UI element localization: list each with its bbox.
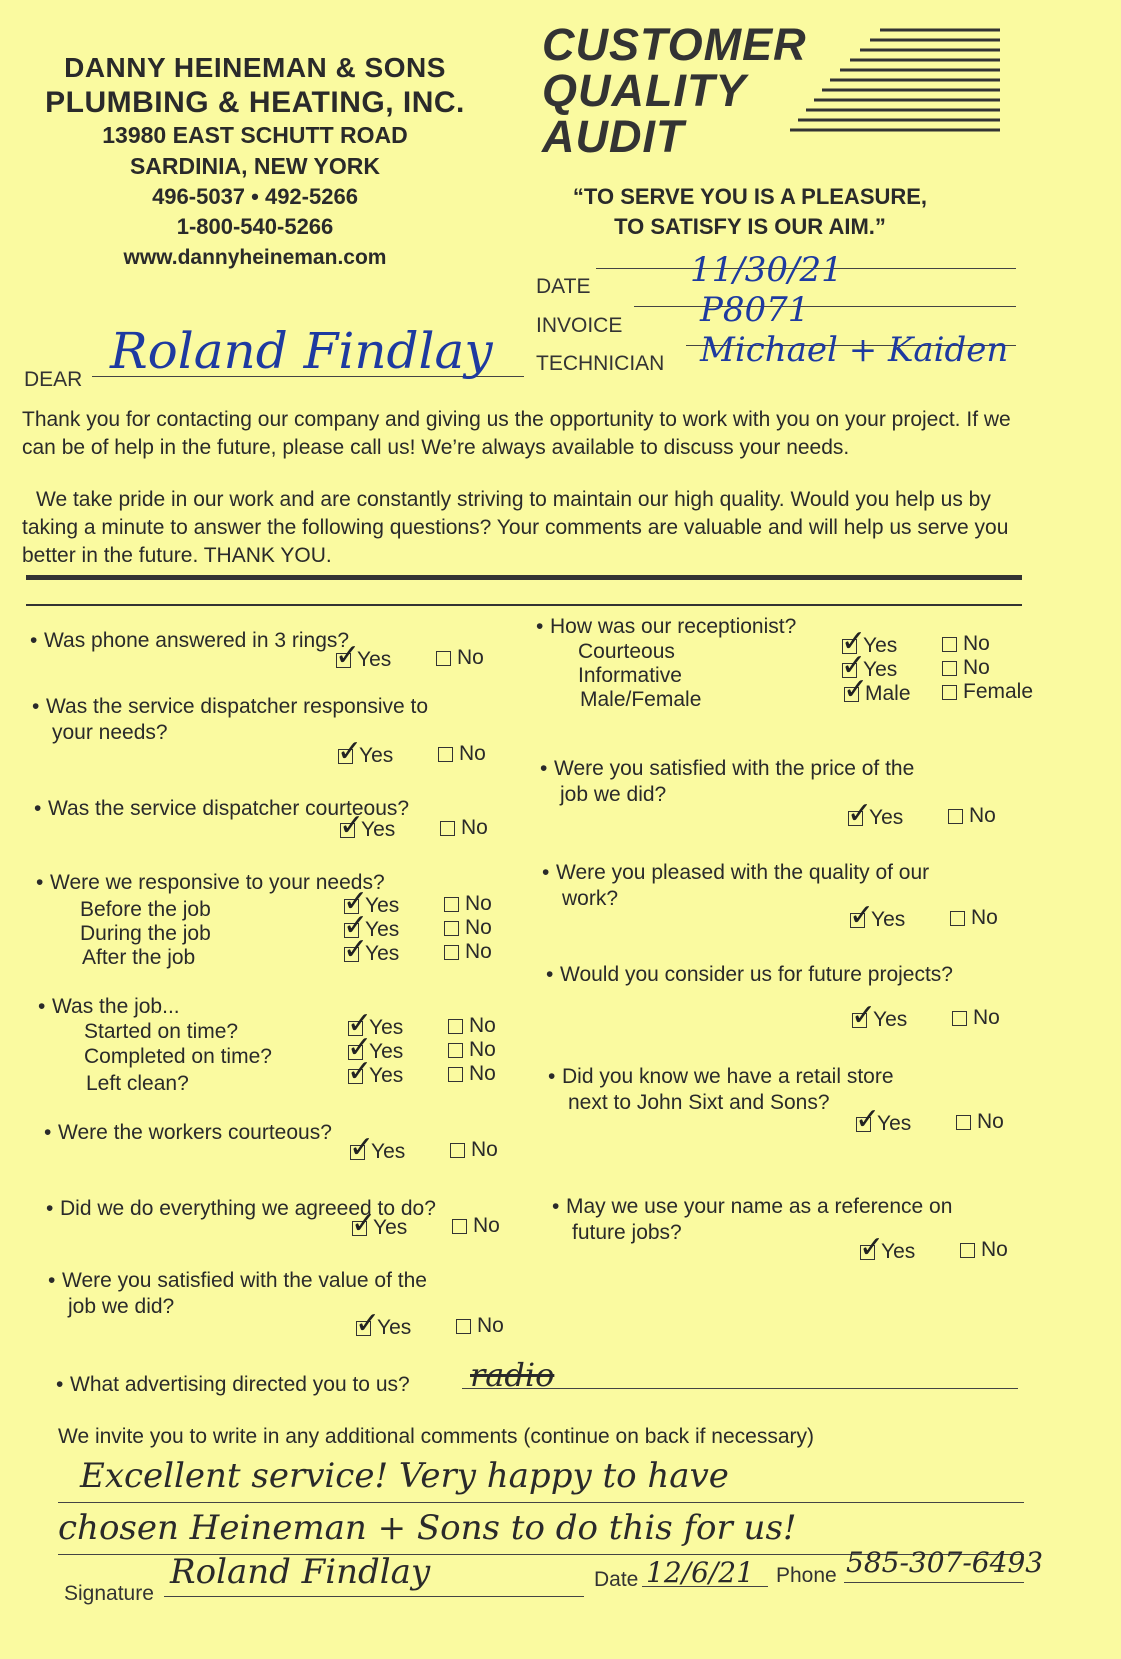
option-future-projects-yes[interactable] — [852, 1008, 907, 1032]
question-text: What advertising directed you to us? — [70, 1373, 410, 1396]
option-dispatcher-courteous-yes[interactable] — [340, 818, 395, 842]
option-label: No — [457, 646, 484, 669]
question-text: Were you satisfied with the value of the — [62, 1269, 427, 1292]
question-text: Were you pleased with the quality of our — [556, 861, 930, 884]
option-left-clean-yes[interactable] — [348, 1064, 403, 1088]
divider-thin — [26, 604, 1022, 606]
question-text-cont: job we did? — [560, 783, 667, 806]
title-line-3: AUDIT — [542, 111, 685, 162]
phone-line — [844, 1582, 1024, 1583]
checkbox[interactable] — [444, 921, 459, 936]
option-label: Yes — [869, 806, 904, 829]
option-during-job-no[interactable] — [444, 916, 492, 940]
option-retail-store-yes[interactable] — [856, 1112, 911, 1136]
checkbox[interactable] — [948, 809, 963, 824]
option-label: Yes — [871, 908, 906, 931]
checkbox[interactable] — [440, 821, 455, 836]
sub-during-job: During the job — [80, 922, 211, 945]
company-city: SARDINIA, NEW YORK — [129, 153, 381, 179]
checkbox[interactable] — [848, 811, 863, 826]
option-after-job-yes[interactable] — [344, 942, 399, 966]
option-value-no[interactable] — [456, 1314, 504, 1338]
question-text-cont: your needs? — [52, 721, 168, 744]
option-reference-yes[interactable] — [860, 1240, 915, 1264]
sub-male-female: Male/Female — [580, 688, 702, 711]
checkbox[interactable] — [956, 1115, 971, 1130]
sub-courteous: Courteous — [578, 640, 675, 663]
form-title — [542, 19, 807, 162]
question-text-cont: job we did? — [68, 1295, 175, 1318]
comment-line-1[interactable]: Excellent service! Very happy to have — [80, 1456, 729, 1496]
question-phone: • Was phone answered in 3 rings? — [30, 629, 350, 652]
option-label: No — [469, 1014, 496, 1037]
option-dispatcher-responsive-no[interactable] — [438, 742, 486, 766]
option-label: No — [469, 1062, 496, 1085]
option-label: No — [469, 1038, 496, 1061]
title-line-1: CUSTOMER — [542, 19, 807, 70]
question-quality: • Were you pleased with the quality of our work? — [542, 861, 930, 910]
option-label: No — [459, 742, 486, 765]
checkbox[interactable] — [452, 1219, 467, 1234]
option-label: Yes — [357, 648, 392, 671]
advertising-answer[interactable]: radio — [470, 1356, 555, 1394]
option-workers-courteous-yes[interactable] — [350, 1140, 405, 1164]
checkbox[interactable] — [444, 945, 459, 960]
checkbox[interactable] — [338, 749, 353, 764]
option-quality-no[interactable] — [950, 906, 998, 930]
option-label: Yes — [377, 1316, 412, 1339]
option-agreed-work-no[interactable] — [452, 1214, 500, 1238]
title-stripes-decoration — [790, 26, 1000, 156]
checkbox[interactable] — [448, 1019, 463, 1034]
option-before-job-no[interactable] — [444, 892, 492, 916]
checkbox[interactable] — [942, 637, 957, 652]
option-dispatcher-responsive-yes[interactable] — [338, 744, 393, 768]
checkbox[interactable] — [850, 913, 865, 928]
question-job-timing: • Was the job... — [38, 995, 180, 1018]
option-female[interactable] — [942, 680, 1033, 704]
option-phone-no[interactable] — [436, 646, 484, 670]
option-left-clean-no[interactable] — [448, 1062, 496, 1086]
question-text: Were the workers courteous? — [58, 1121, 332, 1144]
option-label: No — [981, 1238, 1008, 1261]
option-label: No — [971, 906, 998, 929]
option-informative-no[interactable] — [942, 656, 990, 680]
option-label: No — [969, 804, 996, 827]
option-label: Yes — [863, 658, 898, 681]
option-label: Yes — [361, 818, 396, 841]
option-label: No — [465, 916, 492, 939]
dear-value[interactable]: Roland Findlay — [110, 322, 493, 380]
question-reference: • May we use your name as a reference on future jobs? — [552, 1195, 953, 1244]
checkbox[interactable] — [438, 747, 453, 762]
option-label: Male — [865, 682, 911, 705]
checkbox[interactable] — [344, 947, 359, 962]
option-dispatcher-courteous-no[interactable] — [440, 816, 488, 840]
slogan-line-1: “TO SERVE YOU IS A PLEASURE, — [572, 184, 928, 209]
option-label: No — [477, 1314, 504, 1337]
footer-date-label: Date — [594, 1568, 639, 1591]
checkbox[interactable] — [942, 661, 957, 676]
sub-before-job: Before the job — [80, 898, 211, 921]
option-label: Yes — [365, 918, 400, 941]
question-text-cont: next to John Sixt and Sons? — [568, 1091, 830, 1114]
sub-left-clean: Left clean? — [86, 1072, 189, 1095]
question-text: May we use your name as a reference on — [566, 1195, 953, 1218]
phone-value[interactable]: 585-307-6493 — [846, 1546, 1044, 1579]
question-text: Was phone answered in 3 rings? — [44, 629, 350, 652]
slogan — [540, 182, 960, 242]
date-label: DATE — [536, 275, 591, 298]
question-text-cont: work? — [562, 887, 619, 910]
checkbox[interactable] — [356, 1321, 371, 1336]
checkbox[interactable] — [852, 1013, 867, 1028]
option-label: Yes — [371, 1140, 406, 1163]
option-price-no[interactable] — [948, 804, 996, 828]
question-text: How was our receptionist? — [550, 615, 797, 638]
question-text: Was the service dispatcher courteous? — [48, 797, 410, 820]
option-phone-yes[interactable] — [336, 648, 391, 672]
option-quality-yes[interactable] — [850, 908, 905, 932]
checkbox[interactable] — [350, 1145, 365, 1160]
option-male[interactable] — [844, 682, 911, 706]
checkbox[interactable] — [448, 1043, 463, 1058]
company-phones: 496-5037 • 492-5266 — [152, 184, 358, 209]
checkbox[interactable] — [950, 911, 965, 926]
option-label: Yes — [369, 1064, 404, 1087]
question-responsive-needs: • Were we responsive to your needs? — [36, 871, 385, 894]
question-dispatcher-courteous: • Was the service dispatcher courteous? — [34, 797, 410, 820]
option-label: No — [963, 632, 990, 655]
option-label: Yes — [369, 1016, 404, 1039]
question-text: Did you know we have a retail store — [562, 1065, 894, 1088]
company-address: 13980 EAST SCHUTT ROAD — [102, 122, 408, 148]
dear-label: DEAR — [24, 368, 83, 391]
option-retail-store-no[interactable] — [956, 1110, 1004, 1134]
option-label: Yes — [359, 744, 394, 767]
question-dispatcher-responsive: • Was the service dispatcher responsive to your needs? — [32, 695, 429, 744]
option-after-job-no[interactable] — [444, 940, 492, 964]
option-label: No — [461, 816, 488, 839]
question-text: Did we do everything we agreeed to do? — [60, 1197, 436, 1220]
checkbox[interactable] — [860, 1245, 875, 1260]
checkbox[interactable] — [960, 1243, 975, 1258]
checkbox[interactable] — [942, 685, 957, 700]
comment-line-2[interactable]: chosen Heineman + Sons to do this for us! — [58, 1508, 797, 1548]
date-value[interactable]: 11/30/21 — [690, 250, 843, 290]
checkbox[interactable] — [856, 1117, 871, 1132]
sub-informative: Informative — [578, 664, 682, 687]
option-agreed-work-yes[interactable] — [352, 1216, 407, 1240]
option-label: No — [471, 1138, 498, 1161]
option-future-projects-no[interactable] — [952, 1006, 1000, 1030]
option-label: Yes — [877, 1112, 912, 1135]
checkbox[interactable] — [448, 1067, 463, 1082]
question-agreed-work: • Did we do everything we agreeed to do? — [46, 1197, 436, 1220]
company-subtitle: PLUMBING & HEATING, INC. — [45, 86, 465, 119]
technician-value[interactable]: Michael + Kaiden — [700, 330, 1009, 370]
question-text: Would you consider us for future projects? — [560, 963, 953, 986]
option-workers-courteous-no[interactable] — [450, 1138, 498, 1162]
question-workers-courteous: • Were the workers courteous? — [44, 1121, 332, 1144]
checkbox[interactable] — [456, 1319, 471, 1334]
checkbox[interactable] — [952, 1011, 967, 1026]
option-label: No — [977, 1110, 1004, 1133]
question-value: • Were you satisfied with the value of the job we did? — [48, 1269, 427, 1318]
option-label: No — [465, 892, 492, 915]
checkbox[interactable] — [336, 653, 351, 668]
sub-completed-on-time: Completed on time? — [84, 1045, 272, 1068]
checkbox[interactable] — [450, 1143, 465, 1158]
question-advertising: • What advertising directed you to us? — [56, 1373, 410, 1396]
intro-paragraph-2: We take pride in our work and are constantly striving to maintain our high quality. Would you help us by taking a minute to answer the following questions? Your comments are valuable and will help us serve you better in the future. THANK YOU. — [22, 488, 1009, 567]
checkbox[interactable] — [340, 823, 355, 838]
option-label: Yes — [365, 894, 400, 917]
invoice-value[interactable]: P8071 — [700, 290, 810, 330]
company-tollfree: 1-800-540-5266 — [176, 214, 334, 239]
option-reference-no[interactable] — [960, 1238, 1008, 1262]
sub-after-job: After the job — [82, 946, 196, 969]
slogan-line-2: TO SATISFY IS OUR AIM.” — [614, 214, 886, 239]
checkbox[interactable] — [352, 1221, 367, 1236]
phone-label: Phone — [776, 1564, 837, 1587]
question-receptionist: • How was our receptionist? — [536, 615, 797, 638]
option-label: No — [963, 656, 990, 679]
question-text: Was the service dispatcher responsive to — [46, 695, 429, 718]
footer-date-value[interactable]: 12/6/21 — [646, 1556, 754, 1589]
checkbox[interactable] — [444, 897, 459, 912]
intro-paragraph-1: Thank you for contacting our company and giving us the opportunity to work with you on your project. If we can be of help in the future, please call us! We’re always available to discuss your needs. — [22, 408, 1011, 459]
checkbox[interactable] — [348, 1069, 363, 1084]
invoice-line — [634, 306, 1016, 307]
signature-value[interactable]: Roland Findlay — [170, 1552, 431, 1592]
signature-label: Signature — [64, 1582, 154, 1605]
option-courteous-no[interactable] — [942, 632, 990, 656]
option-label: Yes — [365, 942, 400, 965]
option-label: No — [473, 1214, 500, 1237]
option-label: Female — [963, 680, 1034, 703]
option-value-yes[interactable] — [356, 1316, 411, 1340]
option-completed-on-time-no[interactable] — [448, 1038, 496, 1062]
option-label: Yes — [873, 1008, 908, 1031]
option-label: Yes — [881, 1240, 916, 1263]
option-label: Yes — [863, 634, 898, 657]
checkbox[interactable] — [844, 687, 859, 702]
checkbox[interactable] — [436, 651, 451, 666]
question-retail-store: • Did you know we have a retail store next to John Sixt and Sons? — [548, 1065, 894, 1114]
question-text-cont: future jobs? — [572, 1221, 682, 1244]
company-name: DANNY HEINEMAN & SONS — [64, 52, 446, 83]
question-text: Was the job... — [52, 995, 180, 1018]
sub-started-on-time: Started on time? — [84, 1020, 239, 1043]
option-label: Yes — [373, 1216, 408, 1239]
question-price: • Were you satisfied with the price of the job we did? — [540, 757, 915, 806]
invoice-label: INVOICE — [536, 314, 623, 337]
question-future-projects: • Would you consider us for future projects? — [546, 963, 953, 986]
technician-label: TECHNICIAN — [536, 352, 665, 375]
title-line-2: QUALITY — [542, 65, 747, 116]
company-website: www.dannyheineman.com — [123, 246, 387, 269]
option-label: Yes — [369, 1040, 404, 1063]
company-info — [20, 52, 490, 270]
signature-line — [164, 1596, 584, 1597]
option-label: No — [465, 940, 492, 963]
comments-label: We invite you to write in any additional comments (continue on back if necessary) — [58, 1425, 814, 1448]
option-price-yes[interactable] — [848, 806, 903, 830]
comment-rule-1 — [58, 1502, 1024, 1503]
question-text: Were you satisfied with the price of the — [554, 757, 915, 780]
divider-thick — [26, 575, 1022, 580]
option-label: No — [973, 1006, 1000, 1029]
option-started-on-time-no[interactable] — [448, 1014, 496, 1038]
question-text: Were we responsive to your needs? — [50, 871, 385, 894]
